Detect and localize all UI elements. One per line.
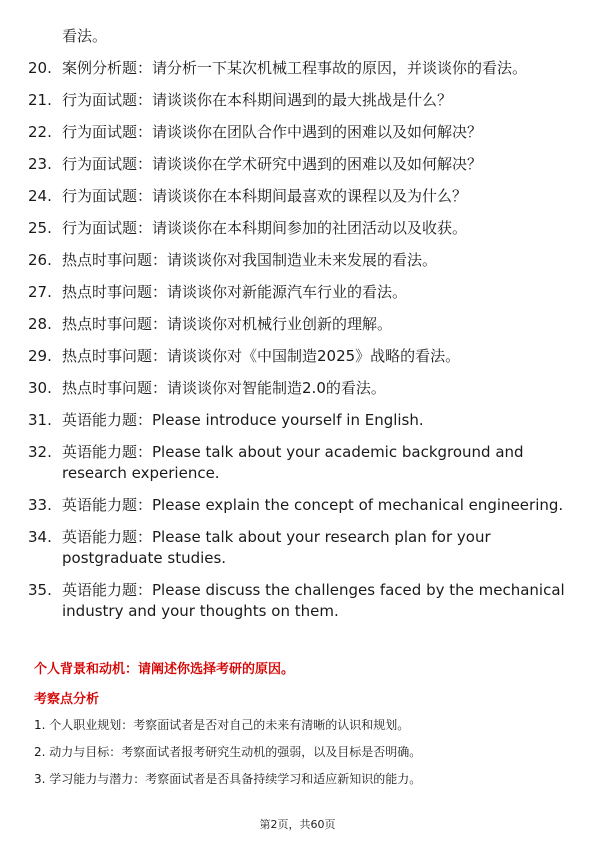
question-text: 热点时事问题：请谈谈你对智能制造2.0的看法。 (62, 379, 386, 397)
question-text: 英语能力题：Please explain the concept of mechanical engineering. (62, 496, 564, 514)
question-number: 26. (28, 251, 52, 269)
question-item (28, 378, 568, 399)
analysis-point: 2. 动力与目标：考察面试者报考研究生动机的强弱，以及目标是否明确。 (34, 745, 422, 759)
question-number: 29. (28, 347, 52, 365)
question-text: 英语能力题：Please introduce yourself in English. (62, 411, 424, 429)
question-number: 31. (28, 411, 52, 429)
question-item (28, 186, 568, 207)
question-text: 热点时事问题：请谈谈你对《中国制造2025》战略的看法。 (62, 347, 461, 365)
question-number: 21. (28, 91, 52, 109)
question-item (28, 218, 568, 239)
question-text: 热点时事问题：请谈谈你对我国制造业未来发展的看法。 (62, 251, 438, 269)
question-number: 28. (28, 315, 52, 333)
question-list (28, 58, 568, 633)
question-number: 25. (28, 219, 52, 237)
question-text: 行为面试题：请谈谈你在学术研究中遇到的困难以及如何解决？ (62, 155, 483, 173)
question-item (28, 495, 568, 516)
question-number: 20. (28, 59, 52, 77)
page-footer: 第2页，共60页 (259, 818, 336, 831)
question-item (28, 58, 568, 79)
analysis-points (34, 716, 564, 797)
question-text: 行为面试题：请谈谈你在本科期间遇到的最大挑战是什么？ (62, 91, 453, 109)
question-number: 33. (28, 496, 52, 514)
question-item (28, 527, 568, 569)
question-item (28, 580, 568, 622)
question-text: 案例分析题：请分析一下某次机械工程事故的原因，并谈谈你的看法。 (62, 59, 528, 77)
question-item (28, 122, 568, 143)
continuation-text: 看法。 (62, 27, 108, 45)
question-number: 24. (28, 187, 52, 205)
question-text: 行为面试题：请谈谈你在本科期间参加的社团活动以及收获。 (62, 219, 468, 237)
question-text: 英语能力题：Please talk about your academic background and research experience. (62, 443, 524, 482)
question-item (28, 282, 568, 303)
question-text: 英语能力题：Please talk about your research plan for your postgraduate studies. (62, 528, 491, 567)
question-number: 22. (28, 123, 52, 141)
question-item (28, 410, 568, 431)
analysis-point: 1. 个人职业规划：考察面试者是否对自己的未来有清晰的认识和规划。 (34, 718, 410, 732)
question-number: 30. (28, 379, 52, 397)
question-item (28, 314, 568, 335)
question-text: 热点时事问题：请谈谈你对新能源汽车行业的看法。 (62, 283, 408, 301)
question-text: 行为面试题：请谈谈你在本科期间最喜欢的课程以及为什么？ (62, 187, 468, 205)
question-item (28, 250, 568, 271)
question-number: 23. (28, 155, 52, 173)
question-number: 34. (28, 528, 52, 546)
question-item (28, 346, 568, 367)
question-item (28, 442, 568, 484)
question-number: 27. (28, 283, 52, 301)
question-number: 35. (28, 581, 52, 599)
analysis-point: 3. 学习能力与潜力：考察面试者是否具备持续学习和适应新知识的能力。 (34, 772, 422, 786)
section-title: 个人背景和动机：请阐述你选择考研的原因。 (34, 662, 295, 677)
question-item (28, 90, 568, 111)
question-number: 32. (28, 443, 52, 461)
question-text: 热点时事问题：请谈谈你对机械行业创新的理解。 (62, 315, 393, 333)
question-text: 行为面试题：请谈谈你在团队合作中遇到的困难以及如何解决？ (62, 123, 483, 141)
question-text: 英语能力题：Please discuss the challenges faced by the mechanical industry and your thoughts on them. (62, 581, 565, 620)
question-item (28, 154, 568, 175)
analysis-title: 考察点分析 (34, 692, 100, 707)
